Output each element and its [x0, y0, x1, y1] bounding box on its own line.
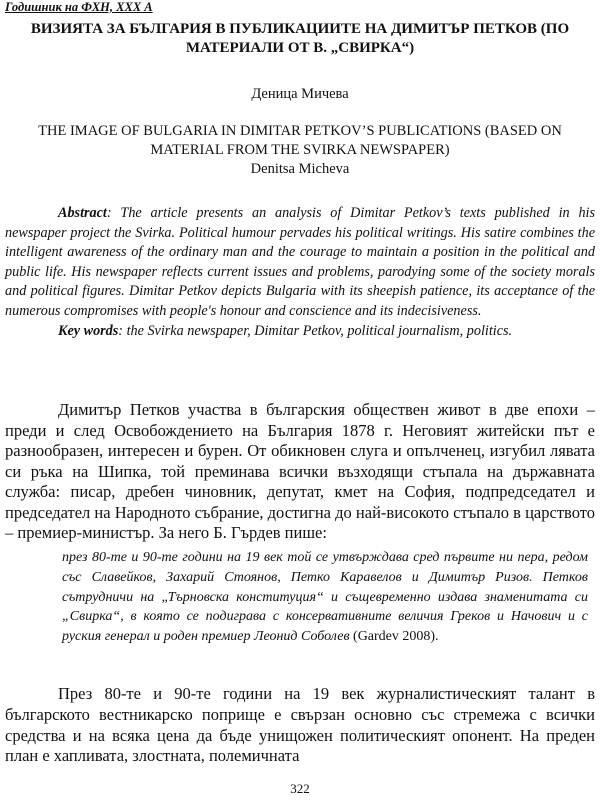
author-name-en: Denitsa Micheva: [250, 161, 350, 177]
author-name-bg: Деница Мичева: [251, 86, 349, 102]
article-title-bg: ВИЗИЯТА ЗА БЪЛГАРИЯ В ПУБЛИКАЦИИТЕ НА ДИМИТЪР ПЕТКОВ (ПО МАТЕРИАЛИ ОТ В. „СВИРКА“): [30, 21, 570, 56]
page-number: 322: [290, 781, 310, 796]
keywords-text: : the Svirka newspaper, Dimitar Petkov, political journalism, politics.: [118, 322, 513, 339]
keywords-paragraph: [5, 322, 595, 342]
article-title-en: THE IMAGE OF BULGARIA IN DIMITAR PETKOV’S PUBLICATIONS (BASED ON MATERIAL FROM THE SVIRKA NEWSPAPER): [38, 123, 562, 158]
abstract-text: : The article presents an analysis of Dimitar Petkov’s texts published in his newspaper project the Svirka. Political humour pervades his political writings. His satire combines the intelligent awareness of the ordinary man and the courage to maintain a position in the political and public life. His newspaper reflects current issues and problems, parodying some of the society morals and political figures. Dimitar Petkov depicts Bulgaria with its sheepish patience, its acceptance of the numerous compromises with people's honour and conscience and its indecisiveness.: [5, 205, 595, 319]
body-paragraph-2-block: [5, 684, 595, 767]
running-head: Годишник на ФХН, XXX А: [5, 0, 153, 14]
abstract-paragraph: [5, 204, 595, 322]
body-paragraph-2: През 80-те и 90-те години на 19 век журналистическият талант в българското вестникарско поприще е свързан основно със стремежа с всички средства и на всяка цена да бъде унищожен политическият опонент. На преден план е хапливата, злостната, полемичната: [5, 684, 595, 766]
body-paragraph-1-block: [5, 400, 595, 544]
abstract-label: Abstract: [58, 205, 107, 221]
keywords-label: Key words: [58, 322, 119, 339]
abstract-section: [5, 204, 595, 341]
body-paragraph-1: Димитър Петков участва в българския обществен живот в две епохи – преди и след Освобождението на България 1878 г. Неговият житейски път е разнообразен, интересен и бурен. От обикновен слуга и опълченец, изгубил лявата си ръка на Шипка, той преминава всички възходящи стъпала на държавната служба: писар, дребен чиновник, депутат, кмет на София, подпредседател и председател на Народното събрание, достигна до най-високото стъпало в царството – премиер-министър. За него Б. Гърдев пише:: [5, 400, 595, 542]
quote-text: през 80-те и 90-те години на 19 век той се утвърждава сред първите ни пера, редом със Славейков, Захарий Стоянов, Петко Каравелов и Димитър Ризов. Петков сътрудничи на „Търновска конституция“ и същевременно издава знаменитата си „Свирка“, в която се подиграва с консервативните величия Греков и Начович и с руския генерал и роден премиер Леонид Соболев: [62, 550, 588, 645]
block-quote: [62, 548, 588, 647]
quote-citation: (Gardev 2008).: [349, 629, 439, 645]
